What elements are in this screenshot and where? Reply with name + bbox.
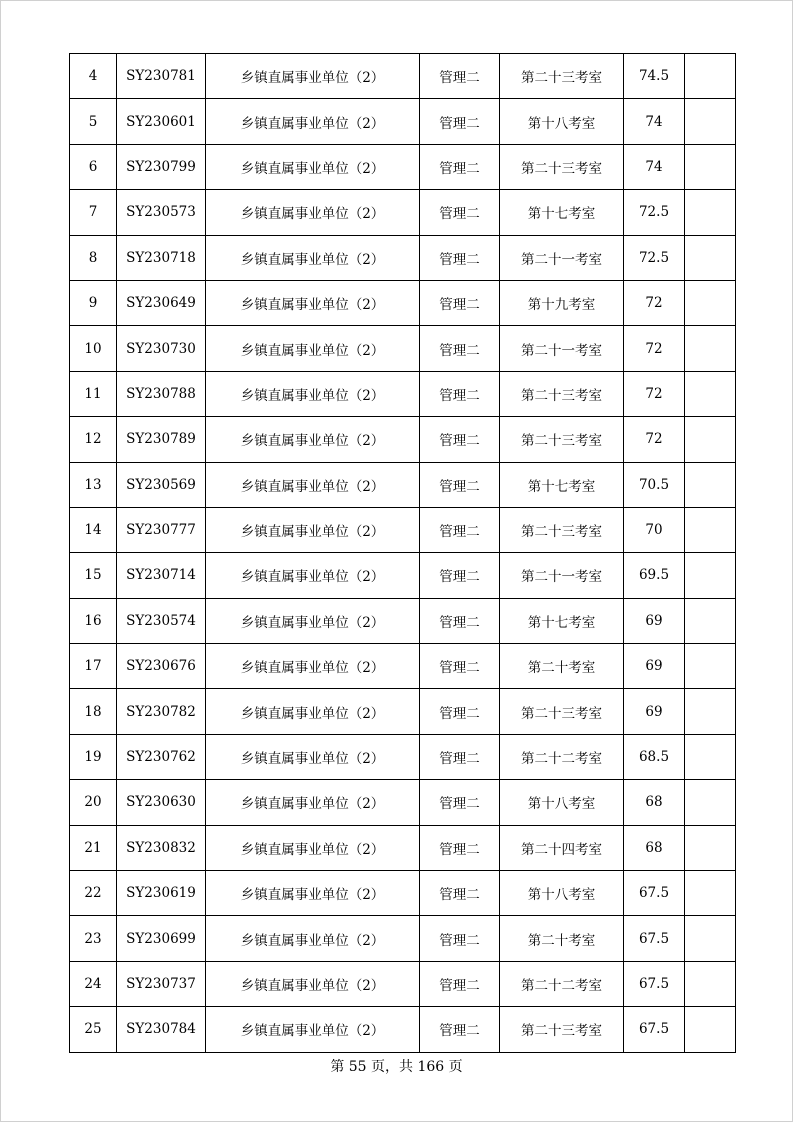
exam-room-cell: 第二十三考室 xyxy=(500,689,624,734)
remark-cell xyxy=(685,871,736,916)
exam-id-cell: SY230601 xyxy=(117,99,206,144)
remark-cell xyxy=(685,371,736,416)
table-row xyxy=(70,507,736,552)
remark-cell xyxy=(685,326,736,371)
row-number-cell: 16 xyxy=(70,598,117,643)
table-row xyxy=(70,280,736,325)
row-number-cell: 22 xyxy=(70,871,117,916)
exam-room-cell: 第十七考室 xyxy=(500,598,624,643)
table-row xyxy=(70,553,736,598)
table-row xyxy=(70,144,736,189)
exam-room-cell: 第二十三考室 xyxy=(500,144,624,189)
score-cell: 69 xyxy=(624,598,685,643)
remark-cell xyxy=(685,280,736,325)
exam-id-cell: SY230676 xyxy=(117,644,206,689)
row-number-cell: 17 xyxy=(70,644,117,689)
table-row xyxy=(70,462,736,507)
position-cell: 管理二 xyxy=(420,235,500,280)
exam-room-cell: 第十七考室 xyxy=(500,190,624,235)
position-cell: 管理二 xyxy=(420,417,500,462)
exam-id-cell: SY230788 xyxy=(117,371,206,416)
remark-cell xyxy=(685,417,736,462)
score-cell: 70 xyxy=(624,507,685,552)
unit-cell: 乡镇直属事业单位（2） xyxy=(206,190,420,235)
unit-cell: 乡镇直属事业单位（2） xyxy=(206,371,420,416)
score-cell: 67.5 xyxy=(624,871,685,916)
table-row xyxy=(70,54,736,99)
table-row xyxy=(70,1007,736,1052)
exam-id-cell: SY230574 xyxy=(117,598,206,643)
remark-cell xyxy=(685,916,736,961)
position-cell: 管理二 xyxy=(420,825,500,870)
remark-cell xyxy=(685,961,736,1006)
score-cell: 68 xyxy=(624,825,685,870)
remark-cell xyxy=(685,1007,736,1052)
score-cell: 68 xyxy=(624,780,685,825)
score-cell: 67.5 xyxy=(624,916,685,961)
row-number-cell: 12 xyxy=(70,417,117,462)
remark-cell xyxy=(685,462,736,507)
unit-cell: 乡镇直属事业单位（2） xyxy=(206,916,420,961)
position-cell: 管理二 xyxy=(420,644,500,689)
remark-cell xyxy=(685,144,736,189)
exam-id-cell: SY230630 xyxy=(117,780,206,825)
unit-cell: 乡镇直属事业单位（2） xyxy=(206,598,420,643)
exam-room-cell: 第十九考室 xyxy=(500,280,624,325)
score-cell: 72.5 xyxy=(624,190,685,235)
row-number-cell: 20 xyxy=(70,780,117,825)
row-number-cell: 23 xyxy=(70,916,117,961)
unit-cell: 乡镇直属事业单位（2） xyxy=(206,144,420,189)
position-cell: 管理二 xyxy=(420,916,500,961)
exam-id-cell: SY230781 xyxy=(117,54,206,99)
unit-cell: 乡镇直属事业单位（2） xyxy=(206,871,420,916)
unit-cell: 乡镇直属事业单位（2） xyxy=(206,1007,420,1052)
row-number-cell: 9 xyxy=(70,280,117,325)
table-row xyxy=(70,371,736,416)
row-number-cell: 11 xyxy=(70,371,117,416)
row-number-cell: 10 xyxy=(70,326,117,371)
row-number-cell: 18 xyxy=(70,689,117,734)
table-row xyxy=(70,780,736,825)
exam-id-cell: SY230718 xyxy=(117,235,206,280)
position-cell: 管理二 xyxy=(420,507,500,552)
position-cell: 管理二 xyxy=(420,190,500,235)
page-number-text: 第 55 页，共 166 页 xyxy=(330,1059,463,1075)
score-cell: 74 xyxy=(624,99,685,144)
unit-cell: 乡镇直属事业单位（2） xyxy=(206,507,420,552)
score-cell: 67.5 xyxy=(624,961,685,1006)
exam-id-cell: SY230762 xyxy=(117,734,206,779)
table-row xyxy=(70,235,736,280)
results-table xyxy=(69,53,736,1053)
position-cell: 管理二 xyxy=(420,961,500,1006)
row-number-cell: 19 xyxy=(70,734,117,779)
row-number-cell: 8 xyxy=(70,235,117,280)
score-cell: 72 xyxy=(624,326,685,371)
exam-id-cell: SY230789 xyxy=(117,417,206,462)
unit-cell: 乡镇直属事业单位（2） xyxy=(206,326,420,371)
position-cell: 管理二 xyxy=(420,734,500,779)
row-number-cell: 13 xyxy=(70,462,117,507)
exam-id-cell: SY230777 xyxy=(117,507,206,552)
score-cell: 69 xyxy=(624,689,685,734)
position-cell: 管理二 xyxy=(420,871,500,916)
score-cell: 72 xyxy=(624,371,685,416)
exam-id-cell: SY230737 xyxy=(117,961,206,1006)
table-row xyxy=(70,644,736,689)
remark-cell xyxy=(685,598,736,643)
exam-room-cell: 第十七考室 xyxy=(500,462,624,507)
remark-cell xyxy=(685,644,736,689)
page-footer xyxy=(0,1056,793,1076)
remark-cell xyxy=(685,825,736,870)
unit-cell: 乡镇直属事业单位（2） xyxy=(206,54,420,99)
row-number-cell: 4 xyxy=(70,54,117,99)
unit-cell: 乡镇直属事业单位（2） xyxy=(206,417,420,462)
table-row xyxy=(70,961,736,1006)
row-number-cell: 21 xyxy=(70,825,117,870)
position-cell: 管理二 xyxy=(420,371,500,416)
exam-room-cell: 第二十三考室 xyxy=(500,507,624,552)
unit-cell: 乡镇直属事业单位（2） xyxy=(206,689,420,734)
score-cell: 67.5 xyxy=(624,1007,685,1052)
exam-id-cell: SY230714 xyxy=(117,553,206,598)
score-cell: 72 xyxy=(624,417,685,462)
row-number-cell: 14 xyxy=(70,507,117,552)
position-cell: 管理二 xyxy=(420,780,500,825)
position-cell: 管理二 xyxy=(420,1007,500,1052)
remark-cell xyxy=(685,553,736,598)
exam-id-cell: SY230730 xyxy=(117,326,206,371)
position-cell: 管理二 xyxy=(420,280,500,325)
unit-cell: 乡镇直属事业单位（2） xyxy=(206,644,420,689)
remark-cell xyxy=(685,54,736,99)
remark-cell xyxy=(685,507,736,552)
position-cell: 管理二 xyxy=(420,689,500,734)
table-row xyxy=(70,689,736,734)
position-cell: 管理二 xyxy=(420,99,500,144)
exam-room-cell: 第十八考室 xyxy=(500,99,624,144)
exam-id-cell: SY230782 xyxy=(117,689,206,734)
table-row xyxy=(70,916,736,961)
unit-cell: 乡镇直属事业单位（2） xyxy=(206,961,420,1006)
exam-room-cell: 第二十二考室 xyxy=(500,734,624,779)
remark-cell xyxy=(685,780,736,825)
unit-cell: 乡镇直属事业单位（2） xyxy=(206,462,420,507)
score-cell: 69.5 xyxy=(624,553,685,598)
score-cell: 74.5 xyxy=(624,54,685,99)
exam-room-cell: 第二十三考室 xyxy=(500,371,624,416)
remark-cell xyxy=(685,235,736,280)
unit-cell: 乡镇直属事业单位（2） xyxy=(206,553,420,598)
exam-id-cell: SY230699 xyxy=(117,916,206,961)
unit-cell: 乡镇直属事业单位（2） xyxy=(206,734,420,779)
remark-cell xyxy=(685,689,736,734)
row-number-cell: 6 xyxy=(70,144,117,189)
exam-id-cell: SY230649 xyxy=(117,280,206,325)
table-row xyxy=(70,417,736,462)
row-number-cell: 5 xyxy=(70,99,117,144)
unit-cell: 乡镇直属事业单位（2） xyxy=(206,235,420,280)
exam-room-cell: 第二十四考室 xyxy=(500,825,624,870)
exam-room-cell: 第十八考室 xyxy=(500,780,624,825)
position-cell: 管理二 xyxy=(420,54,500,99)
score-cell: 72 xyxy=(624,280,685,325)
position-cell: 管理二 xyxy=(420,144,500,189)
exam-room-cell: 第十八考室 xyxy=(500,871,624,916)
table-row xyxy=(70,326,736,371)
row-number-cell: 25 xyxy=(70,1007,117,1052)
remark-cell xyxy=(685,734,736,779)
row-number-cell: 24 xyxy=(70,961,117,1006)
remark-cell xyxy=(685,190,736,235)
row-number-cell: 7 xyxy=(70,190,117,235)
position-cell: 管理二 xyxy=(420,553,500,598)
table-row xyxy=(70,734,736,779)
results-table-body xyxy=(70,54,736,1053)
exam-id-cell: SY230573 xyxy=(117,190,206,235)
exam-room-cell: 第二十考室 xyxy=(500,644,624,689)
position-cell: 管理二 xyxy=(420,326,500,371)
position-cell: 管理二 xyxy=(420,598,500,643)
row-number-cell: 15 xyxy=(70,553,117,598)
score-cell: 69 xyxy=(624,644,685,689)
unit-cell: 乡镇直属事业单位（2） xyxy=(206,99,420,144)
exam-room-cell: 第二十二考室 xyxy=(500,961,624,1006)
exam-id-cell: SY230832 xyxy=(117,825,206,870)
exam-room-cell: 第二十一考室 xyxy=(500,235,624,280)
exam-id-cell: SY230619 xyxy=(117,871,206,916)
score-cell: 70.5 xyxy=(624,462,685,507)
exam-room-cell: 第二十三考室 xyxy=(500,417,624,462)
position-cell: 管理二 xyxy=(420,462,500,507)
exam-room-cell: 第二十一考室 xyxy=(500,326,624,371)
exam-room-cell: 第二十三考室 xyxy=(500,1007,624,1052)
unit-cell: 乡镇直属事业单位（2） xyxy=(206,780,420,825)
unit-cell: 乡镇直属事业单位（2） xyxy=(206,825,420,870)
exam-room-cell: 第二十考室 xyxy=(500,916,624,961)
exam-id-cell: SY230799 xyxy=(117,144,206,189)
remark-cell xyxy=(685,99,736,144)
score-cell: 72.5 xyxy=(624,235,685,280)
score-cell: 74 xyxy=(624,144,685,189)
table-row xyxy=(70,871,736,916)
exam-room-cell: 第二十一考室 xyxy=(500,553,624,598)
table-row xyxy=(70,99,736,144)
table-row xyxy=(70,190,736,235)
table-row xyxy=(70,825,736,870)
exam-id-cell: SY230569 xyxy=(117,462,206,507)
exam-id-cell: SY230784 xyxy=(117,1007,206,1052)
score-cell: 68.5 xyxy=(624,734,685,779)
exam-room-cell: 第二十三考室 xyxy=(500,54,624,99)
unit-cell: 乡镇直属事业单位（2） xyxy=(206,280,420,325)
table-row xyxy=(70,598,736,643)
